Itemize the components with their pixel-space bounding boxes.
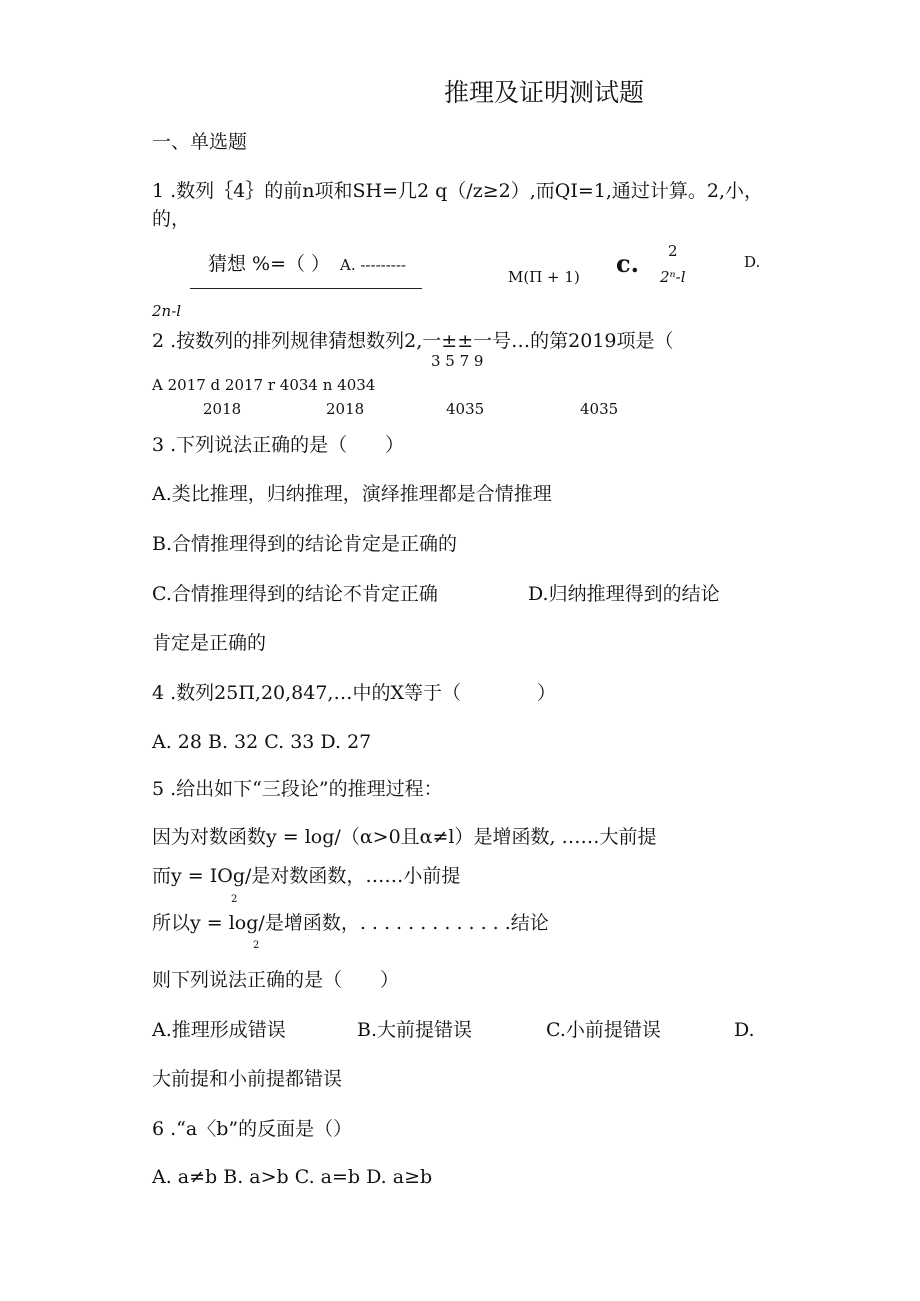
q3-option-d-continued: 肯定是正确的 — [152, 632, 267, 654]
q1-option-a-denominator: 2n-l — [152, 302, 182, 320]
q6-options: A. a≠b B. a>b C. a=b D. a≥b — [152, 1166, 433, 1188]
q5-minor-subscript: 2 — [231, 894, 238, 905]
q2-option-b-denominator: 2018 — [326, 400, 365, 418]
q1-option-a-fraction-bar — [190, 288, 422, 289]
q1-stem-line1: 1 .数列｛4｝的前n项和SH=几2 q（/z≥2）,而QI=1,通过计算。2,小， — [152, 180, 764, 202]
q3-option-b: B.合情推理得到的结论肯定是正确的 — [152, 533, 458, 555]
q1-option-c-label: c. — [616, 249, 639, 278]
q3-option-d: D.归纳推理得到的结论 — [528, 583, 720, 605]
q1-option-c-numerator: 2 — [668, 242, 678, 260]
q1-option-d: D. — [744, 253, 761, 271]
q5-conclusion-subscript: 2 — [253, 940, 260, 951]
q5-option-c: C.小前提错误 — [546, 1019, 661, 1041]
q5-question: 则下列说法正确的是（ ） — [152, 969, 400, 991]
q2-option-c-denominator: 4035 — [446, 400, 485, 418]
q5-option-d: D. — [734, 1019, 755, 1041]
page-title: 推理及证明测试题 — [444, 78, 645, 107]
q5-stem: 5 .给出如下“三段论”的推理过程： — [152, 778, 443, 800]
q5-option-b: B.大前提错误 — [357, 1019, 473, 1041]
section-heading: 一、单选题 — [152, 131, 248, 153]
q2-option-d-denominator: 4035 — [580, 400, 619, 418]
q2-option-a-denominator: 2018 — [203, 400, 242, 418]
q2-stem-subscripts: 3 5 7 9 — [431, 352, 484, 370]
q3-option-c: C.合情推理得到的结论不肯定正确 — [152, 583, 438, 605]
q5-conclusion: 所以y = log/是增函数，. . . . . . . . . . . . .结论 — [152, 912, 549, 934]
q5-minor-premise: 而y = IOg/是对数函数，……小前提 — [152, 865, 461, 887]
q2-options-numerators: A 2017 d 2017 r 4034 n 4034 — [152, 376, 376, 394]
q1-option-c-denominator: 2ⁿ-l — [660, 268, 686, 286]
q5-option-a: A.推理形成错误 — [152, 1019, 286, 1041]
q4-options: A. 28 B. 32 C. 33 D. 27 — [152, 731, 372, 753]
q1-option-a: A. --------- — [340, 256, 406, 274]
q6-stem: 6 .“a〈b”的反面是（） — [152, 1118, 353, 1140]
q3-stem: 3 .下列说法正确的是（ ） — [152, 434, 405, 456]
q5-major-premise: 因为对数函数y = log/（α>0且α≠l）是增函数, ……大前提 — [152, 826, 657, 848]
q1-guess: 猜想 %=（ ） — [208, 253, 331, 275]
q1-option-b: M(Π + 1) — [508, 268, 580, 286]
q5-option-d-continued: 大前提和小前提都错误 — [152, 1068, 343, 1090]
q3-option-a: A.类比推理，归纳推理，演绎推理都是合情推理 — [152, 483, 552, 505]
q2-stem: 2 .按数列的排列规律猜想数列2,一±±一号…的第2019项是（ — [152, 330, 674, 352]
q4-stem: 4 .数列25Π,20,847,…中的X等于（ ） — [152, 682, 557, 704]
q1-stem-line2: 的， — [152, 208, 191, 230]
